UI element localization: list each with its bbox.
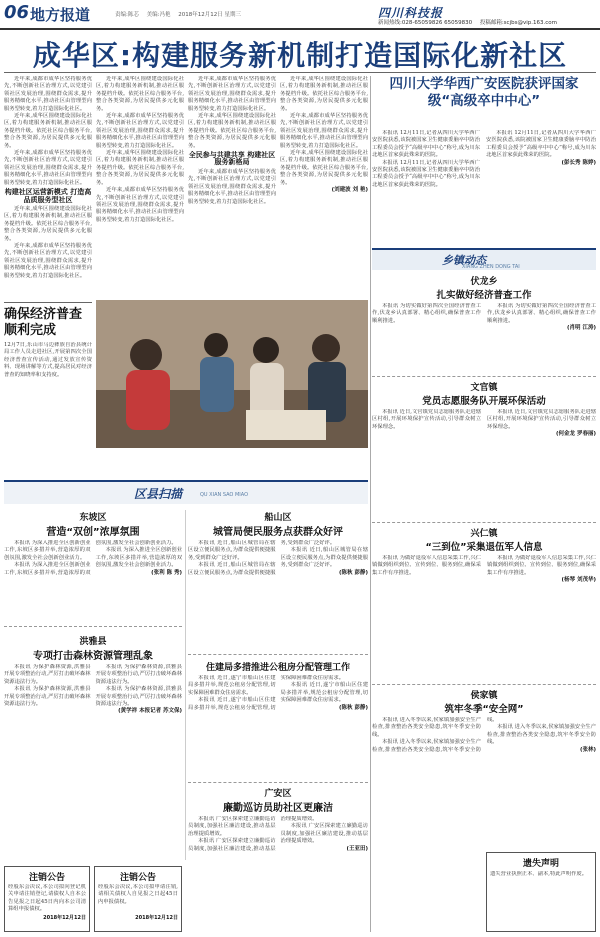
notice-2-date: 2018年12月12日 xyxy=(135,915,178,921)
header-meta xyxy=(115,10,247,18)
main-body-2d: 近年来,成都市成华区坚持服务优先,不断创新社区治理方式,以党建引领社区发展治理,围绕群众需求,提升服务精细化水平,推动社区由管理型向服务型转变,着力打造国际化社区。 xyxy=(96,187,184,223)
town-item-4-text-c: 本报讯 进入冬季以来,侯家镇加强安全生产检查,排查整治各类安全隐患,筑牢冬季安全防线。 xyxy=(487,724,596,746)
town-item-1-title: 伏龙乡 xyxy=(470,277,498,287)
main-body-2: 近年来,成华区围绕建设国际化社区,着力构建服务新机制,推动社区服务提档升级。依托社区综合服务平台,整合各类资源,为居民提供多元化服务。 xyxy=(96,76,184,112)
town-news-title: 乡镇动态 xyxy=(442,254,486,267)
main-headline: 成华区:构建服务新机制打造国际化新社区 xyxy=(32,39,568,72)
town-item-3-text-b: 本报讯 为做好退役军人信息采集工作,兴仁镇做到组织到位、宣传到位、服务到位,确保采集工作有序推进。 xyxy=(487,555,596,576)
editor: 责编:陈芯 xyxy=(115,12,139,18)
main-body-3c: 近年来,成都市成华区坚持服务优先,不断创新社区治理方式,以党建引领社区发展治理,围绕群众需求,提升服务精细化水平,推动社区由管理型向服务型转变,着力打造国际化社区。 xyxy=(188,168,276,205)
district-banner xyxy=(4,480,368,504)
divider xyxy=(372,684,596,685)
town-item-2 xyxy=(372,380,596,480)
district-story-3-text: 本报讯 为保护森林资源,洪雅县开展专项整治行动,严厉打击破坏森林资源违法行为。 xyxy=(4,664,91,685)
town-item-2-text: 本报讯 近日,文官镇党员志愿服务队走进辖区村组,开展环境保护宣传活动,引导群众树立环保理念。 xyxy=(372,409,481,430)
district-story-2-byline: (陈秋 彭静) xyxy=(339,569,368,576)
town-item-4-text: 本报讯 进入冬季以来,侯家镇加强安全生产检查,排查整治各类安全隐患,筑牢冬季安全防线。 xyxy=(372,717,481,738)
lost-notice-title: 遗失声明 xyxy=(522,859,559,869)
district-story-5-headline: 廉勤巡访员助社区更廉洁 xyxy=(223,803,333,814)
town-item-4-text-b: 本报讯 进入冬季以来,侯家镇加强安全生产检查,排查整治各类安全隐患,筑牢冬季安全防线。 xyxy=(372,717,498,753)
divider xyxy=(4,72,596,73)
district-story-4 xyxy=(188,660,368,779)
town-item-2-byline: (何金龙 罗春丽) xyxy=(556,431,596,438)
header-contact xyxy=(378,18,563,26)
right-story-col2 xyxy=(486,130,596,240)
hotline: 新闻热线:028-65059826 65059830 xyxy=(378,20,473,26)
town-item-1-body xyxy=(372,303,596,363)
town-item-3-byline: (杨琴 刘茂华) xyxy=(561,577,596,584)
page-number: 06 xyxy=(4,2,30,23)
town-item-4-body xyxy=(372,717,596,827)
town-item-2-body xyxy=(372,409,596,469)
district-banner-pinyin: QU XIAN SAO MIAO xyxy=(200,492,249,498)
notice-1-text: 经股东会决议,本公司拟向登记机关申请注销登记,请债权人自本公告见报之日起45日内向本公司清算组申报债权。 xyxy=(8,884,86,913)
notice-2-text: 经股东会决议,本公司拟申请注销,请相关债权人自见报之日起45日内申报债权。 xyxy=(98,884,178,905)
right-body-1b: 本报讯 12月11日,记者从四川大学华西广安医院获悉,该院被国家卫生健康委脑卒中防治工程委员会授予“高级卒中中心”称号,成为川东北地区首家获此殊荣的医院。 xyxy=(372,159,480,188)
main-body-3b: 近年来,成华区围绕建设国际化社区,着力构建服务新机制,推动社区服务提档升级。依托社区综合服务平台,整合各类资源,为居民提供多元化服务。 xyxy=(188,113,276,149)
main-body-1b: 近年来,成华区围绕建设国际化社区,着力构建服务新机制,推动社区服务提档升级。依托社区综合服务平台,整合各类资源,为居民提供多元化服务。 xyxy=(4,113,92,149)
lost-notice-text: 遗失营业执照正本、副本,特此声明作废。 xyxy=(490,871,588,877)
district-story-2-place: 船山区 xyxy=(264,513,292,523)
district-story-5-place: 广安区 xyxy=(264,789,292,799)
district-story-1 xyxy=(4,510,182,630)
main-body-2b: 近年来,成都市成华区坚持服务优先,不断创新社区治理方式,以党建引领社区发展治理,围绕群众需求,提升服务精细化水平,推动社区由管理型向服务型转变,着力打造国际化社区。 xyxy=(96,113,184,149)
district-story-3-text-d: 本报讯 为保护森林资源,洪雅县开展专项整治行动,严厉打击破坏森林资源违法行为。 xyxy=(95,686,182,708)
town-item-1-text: 本报讯 为切实做好第四次全国经济普查工作,伏龙乡认真部署、精心组织,确保普查工作顺利推进。 xyxy=(372,303,481,324)
main-body-1d: 近年来,成华区围绕建设国际化社区,着力构建服务新机制,推动社区服务提档升级。依托社区综合服务平台,整合各类资源,为居民提供多元化服务。 xyxy=(4,205,92,242)
district-story-1-text: 本报讯 为深入推进全区创新创业工作,东坡区多措并举,营造浓厚的双创氛围,激发全社会创新创业活力。 xyxy=(4,540,91,561)
right-story-col1 xyxy=(372,130,480,240)
town-news-pinyin: XIANG ZHEN DONG TAI xyxy=(462,264,520,270)
main-body-3: 近年来,成都市成华区坚持服务优先,不断创新社区治理方式,以党建引领社区发展治理,围绕群众需求,提升服务精细化水平,推动社区由管理型向服务型转变,着力打造国际化社区。 xyxy=(188,76,276,112)
district-story-2-text-c: 本报讯 近日,船山区城管局在辖区设立便民服务点,为群众提供便捷服务,受到群众广泛好评。 xyxy=(280,547,368,569)
district-story-5-byline: (王亚田) xyxy=(346,845,368,852)
right-byline: (彭长秀 陈婷) xyxy=(561,159,596,166)
main-body-1e: 近年来,成都市成华区坚持服务优先,不断创新社区治理方式,以党建引领社区发展治理,围绕群众需求,提升服务精细化水平,推动社区由管理型向服务型转变,着力打造国际化社区。 xyxy=(4,242,92,279)
town-item-2-sub: 党员志愿服务队开展环保活动 xyxy=(422,396,546,407)
district-story-1-byline: (张利 陈 秀) xyxy=(151,569,182,576)
photo-illustration xyxy=(96,300,368,448)
section-title: 地方报道 xyxy=(30,6,91,24)
district-story-5-body xyxy=(188,816,368,932)
district-story-1-headline: 营造“双创”浓厚氛围 xyxy=(46,527,140,538)
divider xyxy=(188,654,368,655)
divider xyxy=(4,626,182,627)
town-item-4-byline: (张林) xyxy=(579,746,596,753)
town-item-1-byline: (肖明 江涛) xyxy=(567,325,596,332)
right-body-1: 本报讯 12月11日,记者从四川大学华西广安医院获悉,该院被国家卫生健康委脑卒中防治工程委员会授予“高级卒中中心”称号,成为川东北地区首家获此殊荣的医院。 xyxy=(372,130,480,159)
email: 投稿邮箱:scjbs@vip.163.com xyxy=(479,20,557,26)
district-story-3-body xyxy=(4,664,182,800)
district-story-5-text: 本报讯 广安区探索建立廉勤巡访员制度,加强社区廉洁建设,推动基层治理提质增效。 xyxy=(188,816,276,837)
photo-caption-title: 确保经济普查顺利完成 xyxy=(4,307,83,338)
district-story-3-headline: 专项打击森林资源管理乱象 xyxy=(33,651,153,662)
district-story-4-byline: (陈秋 彭静) xyxy=(339,704,368,711)
district-story-2 xyxy=(188,510,368,658)
district-story-4-headline: 住建局多措推进公租房分配管理工作 xyxy=(205,663,350,673)
town-item-3-body xyxy=(372,555,596,639)
divider xyxy=(372,522,596,523)
district-banner-title: 区县扫描 xyxy=(134,487,183,501)
district-story-3-text-c: 本报讯 为保护森林资源,洪雅县开展专项整治行动,严厉打击破坏森林资源违法行为。 xyxy=(95,664,182,685)
main-story-col3 xyxy=(188,76,276,246)
town-item-1-text-b: 本报讯 为切实做好第四次全国经济普查工作,伏龙乡认真部署、精心组织,确保普查工作顺利推进。 xyxy=(487,303,596,324)
designer: 美编:冯艳 xyxy=(146,12,171,18)
main-subhead-1: 构建社区运营新模式 打造高品质服务型社区 xyxy=(4,188,92,204)
notice-box-1 xyxy=(4,866,90,932)
district-story-4-text: 本报讯 近日,遂宁市船山区住建局多措并举,规范公租房分配管理,切实保障困难群众住房需求。 xyxy=(188,675,276,696)
main-body-1: 近年来,成都市成华区坚持服务优先,不断创新社区治理方式,以党建引领社区发展治理,围绕群众需求,提升服务精细化水平,推动社区由管理型向服务型转变,着力打造国际化社区。 xyxy=(4,76,92,112)
district-story-3-text-b: 本报讯 为保护森林资源,洪雅县开展专项整治行动,严厉打击破坏森林资源违法行为。 xyxy=(4,686,91,708)
town-item-1 xyxy=(372,274,596,374)
town-item-4 xyxy=(372,688,596,838)
district-story-1-body xyxy=(4,540,182,630)
district-story-2-body xyxy=(188,540,368,658)
district-story-5-text-c: 本报讯 广安区探索建立廉勤巡访员制度,加强社区廉洁建设,推动基层治理提质增效。 xyxy=(280,823,368,845)
divider xyxy=(185,510,186,860)
main-body-4c: 近年来,成华区围绕建设国际化社区,着力构建服务新机制,推动社区服务提档升级。依托社区综合服务平台,整合各类资源,为居民提供多元化服务。 xyxy=(280,150,368,186)
town-item-3 xyxy=(372,526,596,646)
main-story-col4 xyxy=(280,76,368,246)
newspaper-name: 四川科技报 xyxy=(378,6,444,20)
main-body-1c: 近年来,成都市成华区坚持服务优先,不断创新社区治理方式,以党建引领社区发展治理,围绕群众需求,提升服务精细化水平,推动社区由管理型向服务型转变,着力打造国际化社区。 xyxy=(4,150,92,186)
main-byline: (刘建波 刘 艳) xyxy=(331,187,368,194)
right-body-2: 本报讯 12月11日,记者从四川大学华西广安医院获悉,该院被国家卫生健康委脑卒中防治工程委员会授予“高级卒中中心”称号,成为川东北地区首家获此殊荣的医院。 xyxy=(486,130,596,159)
notice-1-title: 注销公告 xyxy=(28,873,65,883)
main-body-4: 近年来,成华区围绕建设国际化社区,着力构建服务新机制,推动社区服务提档升级。依托社区综合服务平台,整合各类资源,为居民提供多元化服务。 xyxy=(280,76,368,112)
district-story-3-byline: (黄学祥 本报记者 苏文保) xyxy=(118,708,182,715)
district-story-3 xyxy=(4,634,182,800)
notice-1-date: 2018年12月12日 xyxy=(43,915,86,921)
photo-caption-text: 12月7日,乐山市马边彝族自治县统计局工作人员走进社区,开展第四次全国经济普查宣传活动,通过发放宣传资料、现场讲解等方式,提高居民对经济普查的知晓率和支持度。 xyxy=(4,342,92,378)
district-story-2-text-b: 本报讯 近日,船山区城管局在辖区设立便民服务点,为群众提供便捷服务,受到群众广泛好评。 xyxy=(188,540,336,576)
photo-caption-block xyxy=(4,302,92,402)
district-story-4-text-c: 本报讯 近日,遂宁市船山区住建局多措并举,规范公租房分配管理,切实保障困难群众住房需求。 xyxy=(280,682,368,704)
main-subhead-2: 全民参与共建共享 构建社区服务新格局 xyxy=(188,151,276,167)
town-item-4-title: 侯家镇 xyxy=(470,691,498,701)
district-story-4-body xyxy=(188,675,368,779)
town-item-3-text: 本报讯 为做好退役军人信息采集工作,兴仁镇做到组织到位、宣传到位、服务到位,确保采集工作有序推进。 xyxy=(372,555,481,576)
divider xyxy=(188,782,368,783)
district-story-1-place: 东坡区 xyxy=(79,513,107,523)
divider xyxy=(370,76,371,932)
town-item-2-title: 文官镇 xyxy=(470,383,498,393)
district-story-4-text-b: 本报讯 近日,遂宁市船山区住建局多措并举,规范公租房分配管理,切实保障困难群众住房需求。 xyxy=(188,675,345,711)
town-news-banner xyxy=(372,248,596,270)
right-story xyxy=(372,76,596,110)
main-story-col2 xyxy=(96,76,184,246)
divider xyxy=(372,376,596,377)
town-item-2-text-b: 本报讯 近日,文官镇党员志愿服务队走进辖区村组,开展环境保护宣传活动,引导群众树立环保理念。 xyxy=(487,409,596,430)
town-item-3-title: 兴仁镇 xyxy=(470,529,498,539)
district-story-1-text-b: 本报讯 为深入推进全区创新创业工作,东坡区多措并举,营造浓厚的双创氛围,激发全社会创新创业活力。 xyxy=(4,540,177,576)
notice-box-2 xyxy=(94,866,182,932)
lost-notice xyxy=(486,852,596,932)
right-headline: 四川大学华西广安医院获评国家级“高级卒中中心” xyxy=(389,76,579,109)
town-item-3-sub: “三到位”采集退伍军人信息 xyxy=(425,542,543,553)
town-item-4-sub: 筑牢冬季“安全网” xyxy=(444,704,524,715)
district-story-5-text-b: 本报讯 广安区探索建立廉勤巡访员制度,加强社区廉洁建设,推动基层治理提质增效。 xyxy=(188,816,318,852)
district-story-2-text: 本报讯 近日,船山区城管局在辖区设立便民服务点,为群众提供便捷服务,受到群众广泛好评。 xyxy=(188,540,276,561)
main-body-4b: 近年来,成都市成华区坚持服务优先,不断创新社区治理方式,以党建引领社区发展治理,围绕群众需求,提升服务精细化水平,推动社区由管理型向服务型转变,着力打造国际化社区。 xyxy=(280,113,368,149)
main-body-2c: 近年来,成华区围绕建设国际化社区,着力构建服务新机制,推动社区服务提档升级。依托社区综合服务平台,整合各类资源,为居民提供多元化服务。 xyxy=(96,150,184,186)
page-header xyxy=(0,0,600,30)
town-item-1-sub: 扎实做好经济普查工作 xyxy=(436,290,532,301)
district-story-2-headline: 城管局便民服务点获群众好评 xyxy=(213,527,343,538)
notice-2-title: 注销公告 xyxy=(119,873,156,883)
district-story-5 xyxy=(188,786,368,932)
issue-date: 2018年12月12日 星期三 xyxy=(178,12,241,18)
district-story-3-place: 洪雅县 xyxy=(79,637,107,647)
district-story-1-text-c: 本报讯 为深入推进全区创新创业工作,东坡区多措并举,营造浓厚的双创氛围,激发全社会创新创业活力。 xyxy=(95,547,182,569)
news-photo xyxy=(96,300,368,448)
